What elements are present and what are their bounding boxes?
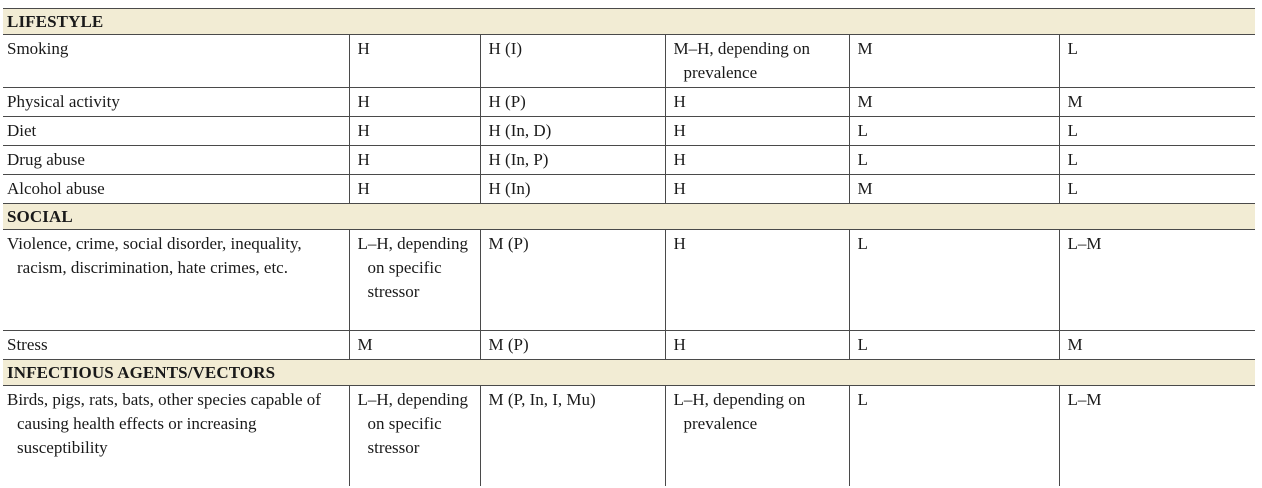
stressor-table xyxy=(3,8,1255,486)
cell-c4: M xyxy=(849,88,1059,117)
table-row-violence xyxy=(3,230,1255,331)
cell-c4: M xyxy=(849,35,1059,88)
cell-c4: L xyxy=(849,117,1059,146)
cell-c2: H (In, P) xyxy=(480,146,665,175)
cell-c1: H xyxy=(349,88,480,117)
cell-c5: M xyxy=(1059,88,1255,117)
cell-c1: L–H, depending on specific stressor xyxy=(349,386,480,487)
table-row-drug-abuse xyxy=(3,146,1255,175)
cell-c1: H xyxy=(349,175,480,204)
row-label: Drug abuse xyxy=(3,146,349,175)
cell-c3: H xyxy=(665,146,849,175)
cell-c5: L xyxy=(1059,35,1255,88)
cell-c4: L xyxy=(849,331,1059,360)
section-header-social xyxy=(3,204,1255,230)
cell-c1: H xyxy=(349,117,480,146)
cell-c5: L xyxy=(1059,117,1255,146)
cell-c3: H xyxy=(665,175,849,204)
table-row-smoking xyxy=(3,35,1255,88)
cell-c5: M xyxy=(1059,331,1255,360)
cell-c5: L–M xyxy=(1059,386,1255,487)
row-label: Diet xyxy=(3,117,349,146)
row-label: Birds, pigs, rats, bats, other species capable of causing health effects or increasing susceptibility xyxy=(3,386,349,487)
cell-c2: M (P) xyxy=(480,230,665,331)
cell-c3: H xyxy=(665,230,849,331)
table-row-animal-vectors xyxy=(3,386,1255,487)
cell-c3: H xyxy=(665,88,849,117)
cell-c2: H (In) xyxy=(480,175,665,204)
cell-c4: L xyxy=(849,146,1059,175)
cell-c2: H (In, D) xyxy=(480,117,665,146)
cell-c1: L–H, depending on specific stressor xyxy=(349,230,480,331)
cell-c2: H (P) xyxy=(480,88,665,117)
section-header-infectious-agents xyxy=(3,360,1255,386)
cell-c3: H xyxy=(665,331,849,360)
section-title: SOCIAL xyxy=(3,204,1255,230)
cell-c3: L–H, depending on prevalence xyxy=(665,386,849,487)
cell-c1: H xyxy=(349,35,480,88)
row-label: Physical activity xyxy=(3,88,349,117)
table-row-alcohol-abuse xyxy=(3,175,1255,204)
table-row-stress xyxy=(3,331,1255,360)
cell-c4: L xyxy=(849,230,1059,331)
row-label: Violence, crime, social disorder, inequality, racism, discrimination, hate crimes, etc. xyxy=(3,230,349,331)
cell-c5: L xyxy=(1059,146,1255,175)
table-row-physical-activity xyxy=(3,88,1255,117)
cell-c5: L–M xyxy=(1059,230,1255,331)
cell-c5: L xyxy=(1059,175,1255,204)
cell-c4: L xyxy=(849,386,1059,487)
table-row-diet xyxy=(3,117,1255,146)
row-label: Alcohol abuse xyxy=(3,175,349,204)
row-label: Smoking xyxy=(3,35,349,88)
section-title: INFECTIOUS AGENTS/VECTORS xyxy=(3,360,1255,386)
cell-c3: M–H, depending on prevalence xyxy=(665,35,849,88)
section-title: LIFESTYLE xyxy=(3,9,1255,35)
section-header-lifestyle xyxy=(3,9,1255,35)
cell-c4: M xyxy=(849,175,1059,204)
stressor-table-container xyxy=(3,8,1255,486)
cell-c1: H xyxy=(349,146,480,175)
cell-c2: M (P) xyxy=(480,331,665,360)
cell-c2: M (P, In, I, Mu) xyxy=(480,386,665,487)
cell-c3: H xyxy=(665,117,849,146)
cell-c1: M xyxy=(349,331,480,360)
row-label: Stress xyxy=(3,331,349,360)
cell-c2: H (I) xyxy=(480,35,665,88)
